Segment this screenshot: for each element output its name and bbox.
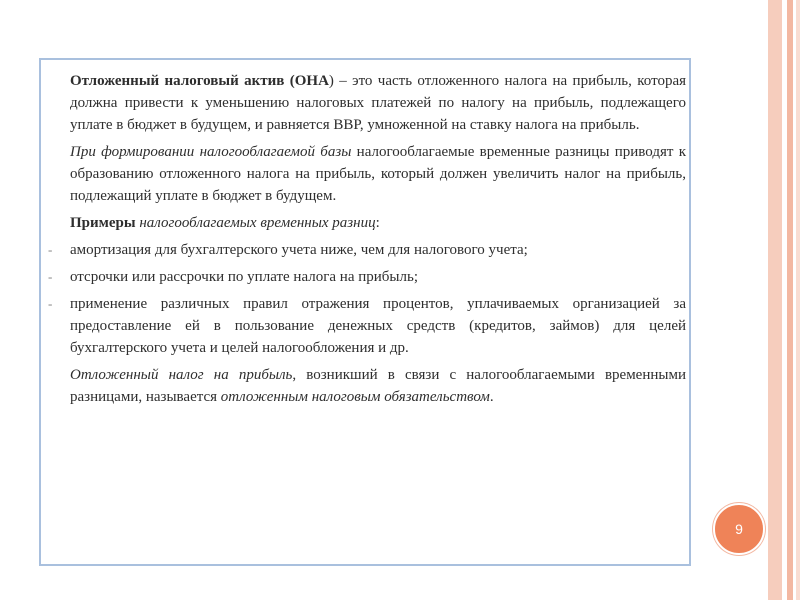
slide-content [46,70,686,413]
tax-base-emphasis: При формировании налогооблагаемой базы [70,144,352,160]
deferred-tax-emphasis: Отложенный налог на прибыль [70,367,293,383]
examples-colon: : [375,215,380,231]
paragraph-examples-heading [46,212,686,234]
decorative-rail-inner [787,0,793,600]
list-item-text: амортизация для бухгалтерского учета ниже, чем для налогового учета; [70,242,528,258]
paragraph-tax-base [46,141,686,207]
dash-icon: - [48,269,53,284]
deferred-tax-text: , возникший в связи с налогооблагаемыми временными разницами, называется [70,367,686,405]
decorative-rail-right [796,0,800,600]
list-item-text: применение различных правил отражения процентов, уплачиваемых организацией за предоставление ей в пользование денежных средств (кредитов, займов) для целей бухгалтерского учета и целей налогообложения и др. [70,296,686,356]
list-item [46,239,686,261]
page-number-badge: 9 [713,503,765,555]
list-item-text: отсрочки или рассрочки по уплате налога на прибыль; [70,269,418,285]
decorative-rail-outer [768,0,782,600]
list-item [46,293,686,359]
definition-text: ) – это часть отложенного налога на прибыль, которая должна привести к уменьшению налоговых платежей по налогу на прибыль, подлежащего уплате в бюджет в будущем, и равняется ВВР, умноженной на ставку налога на прибыль. [70,73,686,133]
examples-emphasis: налогооблагаемых временных разниц [135,215,376,231]
closing-period: . [489,389,494,405]
dash-icon: - [48,296,53,311]
tax-base-text: налогооблагаемые временные разницы приводят к образованию отложенного налога на прибыль, который должен увеличить налог на прибыль, подлежащий уплате в бюджет в будущем. [70,144,686,204]
examples-label: Примеры [70,215,136,231]
paragraph-deferred-liability [46,364,686,408]
term-ona: Отложенный налоговый актив (ОНА [70,73,329,89]
dash-icon: - [48,242,53,257]
paragraph-deferred-tax-asset [46,70,686,136]
deferred-liability-emphasis: отложенным налоговым обязательством [220,389,490,405]
list-item [46,266,686,288]
